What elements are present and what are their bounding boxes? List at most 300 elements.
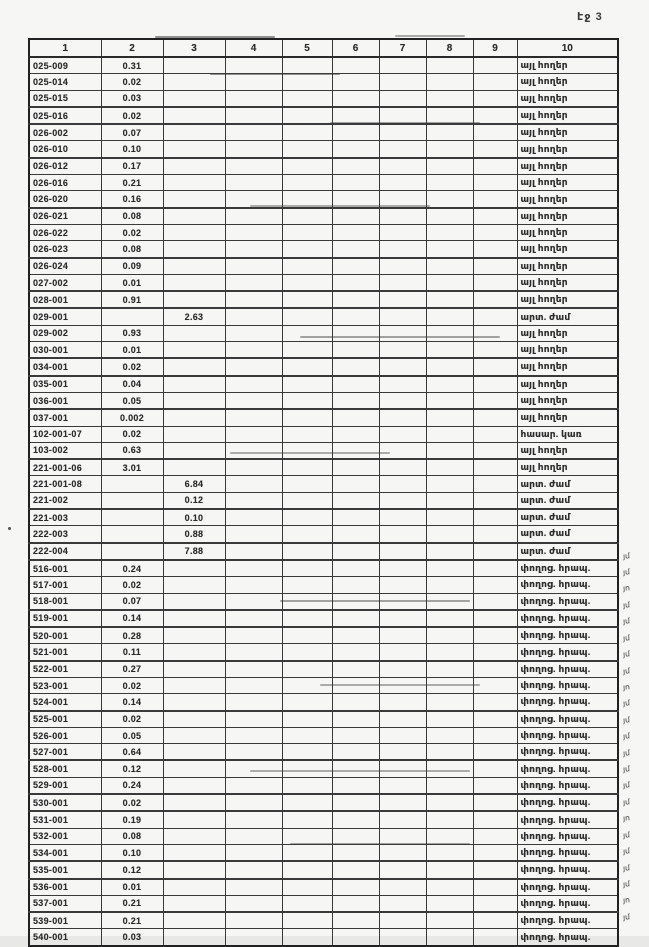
empty-cell — [379, 158, 426, 175]
column-header-1: 1 — [29, 39, 101, 57]
landuse-cell: փողոց. հրապ. — [517, 844, 618, 861]
area-col2-cell: 0.01 — [101, 274, 163, 291]
area-col3-cell — [163, 895, 225, 912]
area-col2-cell: 0.14 — [101, 610, 163, 627]
parcel-code-cell: 522-001 — [29, 661, 101, 678]
empty-cell — [426, 543, 473, 560]
empty-cell — [282, 459, 332, 476]
table-row — [29, 258, 618, 275]
table-row — [29, 459, 618, 476]
empty-cell — [473, 627, 517, 644]
area-col3-cell: 6.84 — [163, 476, 225, 492]
empty-cell — [379, 929, 426, 946]
empty-cell — [426, 861, 473, 878]
area-col3-cell — [163, 844, 225, 861]
landuse-cell: փողոց. հրապ. — [517, 560, 618, 577]
empty-cell — [332, 661, 379, 678]
empty-cell — [332, 677, 379, 693]
empty-cell — [332, 760, 379, 777]
area-col3-cell — [163, 57, 225, 74]
parcel-code-cell: 025-015 — [29, 90, 101, 107]
landuse-cell: փողոց. հրապ. — [517, 661, 618, 678]
empty-cell — [332, 912, 379, 929]
landuse-cell: այլ հողեր — [517, 124, 618, 141]
empty-cell — [332, 57, 379, 74]
area-col2-cell: 3.01 — [101, 459, 163, 476]
area-col2-cell: 0.02 — [101, 794, 163, 811]
area-col2-cell: 0.07 — [101, 124, 163, 141]
area-col3-cell — [163, 258, 225, 275]
table-row — [29, 492, 618, 509]
empty-cell — [225, 744, 282, 761]
parcel-code-cell: 026-022 — [29, 224, 101, 240]
empty-cell — [332, 342, 379, 359]
empty-cell — [225, 711, 282, 728]
parcel-code-cell: 026-020 — [29, 191, 101, 208]
empty-cell — [426, 811, 473, 828]
margin-note: յմ — [622, 764, 631, 774]
area-col2-cell: 0.16 — [101, 191, 163, 208]
area-col2-cell: 0.24 — [101, 777, 163, 794]
empty-cell — [473, 208, 517, 225]
empty-cell — [332, 241, 379, 258]
area-col3-cell — [163, 442, 225, 459]
empty-cell — [473, 828, 517, 844]
empty-cell — [332, 258, 379, 275]
area-col2-cell: 0.12 — [101, 760, 163, 777]
empty-cell — [282, 560, 332, 577]
empty-cell — [379, 459, 426, 476]
empty-cell — [426, 760, 473, 777]
empty-cell — [473, 141, 517, 158]
area-col3-cell — [163, 208, 225, 225]
parcel-code-cell: 516-001 — [29, 560, 101, 577]
parcel-code-cell: 029-002 — [29, 325, 101, 341]
parcel-code-cell: 026-010 — [29, 141, 101, 158]
empty-cell — [379, 291, 426, 308]
area-col3-cell — [163, 744, 225, 761]
margin-note: յմ — [622, 780, 631, 791]
empty-cell — [282, 760, 332, 777]
empty-cell — [225, 526, 282, 543]
empty-cell — [282, 543, 332, 560]
empty-cell — [426, 442, 473, 459]
parcel-code-cell: 539-001 — [29, 912, 101, 929]
landuse-cell: այլ հողեր — [517, 74, 618, 90]
margin-note: յմ — [622, 649, 631, 659]
empty-cell — [332, 476, 379, 492]
empty-cell — [282, 442, 332, 459]
empty-cell — [473, 409, 517, 426]
area-col2-cell: 0.17 — [101, 158, 163, 175]
area-col3-cell — [163, 760, 225, 777]
parcel-code-cell: 026-021 — [29, 208, 101, 225]
empty-cell — [282, 828, 332, 844]
margin-note: յմ — [622, 879, 631, 889]
empty-cell — [379, 141, 426, 158]
empty-cell — [379, 828, 426, 844]
empty-cell — [332, 694, 379, 711]
empty-cell — [473, 694, 517, 711]
empty-cell — [332, 844, 379, 861]
area-col2-cell: 0.63 — [101, 442, 163, 459]
empty-cell — [332, 376, 379, 393]
empty-cell — [473, 376, 517, 393]
table-row — [29, 57, 618, 74]
empty-cell — [282, 694, 332, 711]
landuse-cell: փողոց. հրապ. — [517, 744, 618, 761]
margin-note: յմ — [622, 862, 631, 873]
empty-cell — [426, 727, 473, 743]
empty-cell — [225, 593, 282, 610]
landuse-cell: այլ հողեր — [517, 258, 618, 275]
landuse-cell: արտ. ժամ — [517, 476, 618, 492]
empty-cell — [379, 442, 426, 459]
table-row — [29, 376, 618, 393]
table-row — [29, 442, 618, 459]
parcel-code-cell: 532-001 — [29, 828, 101, 844]
empty-cell — [332, 308, 379, 325]
empty-cell — [473, 158, 517, 175]
empty-cell — [225, 57, 282, 74]
parcel-code-cell: 540-001 — [29, 929, 101, 946]
area-col3-cell — [163, 342, 225, 359]
empty-cell — [282, 844, 332, 861]
area-col2-cell: 0.10 — [101, 141, 163, 158]
empty-cell — [225, 879, 282, 896]
empty-cell — [473, 811, 517, 828]
parcel-code-cell: 025-014 — [29, 74, 101, 90]
empty-cell — [332, 828, 379, 844]
empty-cell — [225, 929, 282, 946]
ink-speck — [8, 527, 11, 530]
empty-cell — [225, 241, 282, 258]
table-row — [29, 158, 618, 175]
empty-cell — [426, 241, 473, 258]
empty-cell — [332, 895, 379, 912]
table-row — [29, 526, 618, 543]
empty-cell — [379, 492, 426, 509]
empty-cell — [426, 610, 473, 627]
empty-cell — [379, 107, 426, 124]
empty-cell — [426, 57, 473, 74]
area-col2-cell: 0.02 — [101, 577, 163, 593]
table-row — [29, 560, 618, 577]
empty-cell — [379, 560, 426, 577]
area-col2-cell — [101, 492, 163, 509]
empty-cell — [426, 342, 473, 359]
empty-cell — [282, 627, 332, 644]
empty-cell — [332, 593, 379, 610]
parcel-code-cell: 523-001 — [29, 677, 101, 693]
table-row — [29, 844, 618, 861]
area-col3-cell — [163, 644, 225, 661]
empty-cell — [332, 644, 379, 661]
table-row — [29, 610, 618, 627]
empty-cell — [282, 107, 332, 124]
empty-cell — [332, 794, 379, 811]
landuse-cell: փողոց. հրապ. — [517, 627, 618, 644]
area-col2-cell: 0.04 — [101, 376, 163, 393]
empty-cell — [426, 325, 473, 341]
empty-cell — [379, 426, 426, 442]
landuse-cell: փողոց. հրապ. — [517, 711, 618, 728]
empty-cell — [225, 376, 282, 393]
parcel-code-cell: 102-001-07 — [29, 426, 101, 442]
parcel-code-cell: 026-012 — [29, 158, 101, 175]
empty-cell — [473, 57, 517, 74]
empty-cell — [282, 74, 332, 90]
table-row — [29, 509, 618, 526]
empty-cell — [473, 560, 517, 577]
table-row — [29, 912, 618, 929]
empty-cell — [282, 291, 332, 308]
parcel-code-cell: 026-002 — [29, 124, 101, 141]
table-row — [29, 593, 618, 610]
parcel-code-cell: 536-001 — [29, 879, 101, 896]
column-header-2: 2 — [101, 39, 163, 57]
empty-cell — [379, 593, 426, 610]
area-col3-cell: 0.12 — [163, 492, 225, 509]
empty-cell — [473, 224, 517, 240]
area-col2-cell: 0.07 — [101, 593, 163, 610]
empty-cell — [426, 644, 473, 661]
margin-note: յմ — [622, 698, 631, 709]
parcel-code-cell: 518-001 — [29, 593, 101, 610]
area-col3-cell — [163, 777, 225, 794]
empty-cell — [282, 610, 332, 627]
area-col3-cell — [163, 560, 225, 577]
empty-cell — [225, 158, 282, 175]
empty-cell — [332, 358, 379, 375]
empty-cell — [332, 560, 379, 577]
parcel-code-cell: 025-009 — [29, 57, 101, 74]
parcel-code-cell: 529-001 — [29, 777, 101, 794]
empty-cell — [332, 610, 379, 627]
empty-cell — [426, 677, 473, 693]
empty-cell — [379, 526, 426, 543]
parcel-code-cell: 221-003 — [29, 509, 101, 526]
table-row — [29, 426, 618, 442]
parcel-code-cell: 028-001 — [29, 291, 101, 308]
table-row — [29, 811, 618, 828]
empty-cell — [379, 794, 426, 811]
empty-cell — [282, 274, 332, 291]
empty-cell — [379, 694, 426, 711]
landuse-cell: այլ հողեր — [517, 358, 618, 375]
empty-cell — [332, 291, 379, 308]
empty-cell — [473, 727, 517, 743]
empty-cell — [282, 241, 332, 258]
empty-cell — [379, 879, 426, 896]
landuse-cell: փողոց. հրապ. — [517, 610, 618, 627]
empty-cell — [379, 577, 426, 593]
area-col2-cell: 0.24 — [101, 560, 163, 577]
area-col3-cell — [163, 459, 225, 476]
empty-cell — [282, 577, 332, 593]
area-col3-cell — [163, 694, 225, 711]
empty-cell — [473, 895, 517, 912]
landuse-cell: արտ. ժամ — [517, 492, 618, 509]
area-col2-cell: 0.14 — [101, 694, 163, 711]
area-col2-cell — [101, 526, 163, 543]
table-row — [29, 308, 618, 325]
table-row — [29, 224, 618, 240]
empty-cell — [282, 124, 332, 141]
empty-cell — [282, 526, 332, 543]
parcel-code-cell: 526-001 — [29, 727, 101, 743]
empty-cell — [379, 308, 426, 325]
empty-cell — [225, 291, 282, 308]
area-col3-cell — [163, 358, 225, 375]
margin-note: յո — [622, 583, 631, 594]
parcel-code-cell: 521-001 — [29, 644, 101, 661]
empty-cell — [379, 760, 426, 777]
parcel-code-cell: 035-001 — [29, 376, 101, 393]
empty-cell — [332, 727, 379, 743]
empty-cell — [225, 141, 282, 158]
area-col3-cell — [163, 274, 225, 291]
empty-cell — [225, 777, 282, 794]
empty-cell — [426, 929, 473, 946]
empty-cell — [473, 358, 517, 375]
landuse-cell: փողոց. հրապ. — [517, 644, 618, 661]
parcel-code-cell: 525-001 — [29, 711, 101, 728]
parcel-code-cell: 222-003 — [29, 526, 101, 543]
landuse-cell: արտ. ժամ — [517, 543, 618, 560]
landuse-cell: այլ հողեր — [517, 409, 618, 426]
land-register-table — [28, 38, 619, 947]
area-col2-cell: 0.12 — [101, 861, 163, 878]
empty-cell — [282, 175, 332, 191]
empty-cell — [225, 577, 282, 593]
empty-cell — [282, 677, 332, 693]
empty-cell — [426, 124, 473, 141]
empty-cell — [473, 711, 517, 728]
empty-cell — [332, 158, 379, 175]
table-row — [29, 677, 618, 693]
empty-cell — [473, 342, 517, 359]
empty-cell — [379, 325, 426, 341]
empty-cell — [282, 811, 332, 828]
empty-cell — [473, 593, 517, 610]
empty-cell — [426, 744, 473, 761]
empty-cell — [282, 224, 332, 240]
empty-cell — [332, 274, 379, 291]
table-row — [29, 191, 618, 208]
area-col3-cell — [163, 912, 225, 929]
empty-cell — [426, 492, 473, 509]
table-row — [29, 879, 618, 896]
empty-cell — [379, 358, 426, 375]
empty-cell — [282, 644, 332, 661]
empty-cell — [332, 74, 379, 90]
empty-cell — [282, 744, 332, 761]
table-row — [29, 141, 618, 158]
column-header-6: 6 — [332, 39, 379, 57]
parcel-code-cell: 029-001 — [29, 308, 101, 325]
landuse-cell: այլ հողեր — [517, 291, 618, 308]
empty-cell — [426, 895, 473, 912]
empty-cell — [225, 828, 282, 844]
empty-cell — [473, 476, 517, 492]
empty-cell — [379, 627, 426, 644]
area-col3-cell — [163, 627, 225, 644]
empty-cell — [282, 308, 332, 325]
empty-cell — [426, 308, 473, 325]
empty-cell — [225, 224, 282, 240]
column-header-4: 4 — [225, 39, 282, 57]
area-col3-cell — [163, 241, 225, 258]
empty-cell — [473, 794, 517, 811]
margin-note: յմ — [622, 797, 631, 807]
area-col3-cell — [163, 727, 225, 743]
area-col3-cell — [163, 811, 225, 828]
empty-cell — [225, 895, 282, 912]
column-header-10: 10 — [517, 39, 618, 57]
area-col3-cell — [163, 90, 225, 107]
empty-cell — [225, 90, 282, 107]
empty-cell — [473, 929, 517, 946]
empty-cell — [332, 879, 379, 896]
table-row — [29, 241, 618, 258]
empty-cell — [473, 124, 517, 141]
area-col2-cell: 0.19 — [101, 811, 163, 828]
empty-cell — [282, 358, 332, 375]
empty-cell — [282, 57, 332, 74]
empty-cell — [473, 392, 517, 409]
area-col3-cell — [163, 661, 225, 678]
parcel-code-cell: 222-004 — [29, 543, 101, 560]
empty-cell — [379, 392, 426, 409]
empty-cell — [426, 291, 473, 308]
empty-cell — [473, 191, 517, 208]
empty-cell — [379, 476, 426, 492]
empty-cell — [225, 509, 282, 526]
empty-cell — [225, 694, 282, 711]
area-col3-cell — [163, 141, 225, 158]
landuse-cell: փողոց. հրապ. — [517, 895, 618, 912]
landuse-cell: հասար. կառ — [517, 426, 618, 442]
empty-cell — [379, 57, 426, 74]
margin-note: յմ — [622, 747, 631, 758]
area-col2-cell: 0.03 — [101, 929, 163, 946]
empty-cell — [225, 811, 282, 828]
margin-note: յմ — [622, 829, 631, 840]
area-col2-cell: 0.02 — [101, 74, 163, 90]
parcel-code-cell: 534-001 — [29, 844, 101, 861]
area-col3-cell — [163, 376, 225, 393]
area-col2-cell: 0.27 — [101, 661, 163, 678]
empty-cell — [426, 208, 473, 225]
column-header-3: 3 — [163, 39, 225, 57]
empty-cell — [379, 224, 426, 240]
empty-cell — [473, 426, 517, 442]
area-col2-cell: 0.21 — [101, 895, 163, 912]
empty-cell — [379, 208, 426, 225]
empty-cell — [332, 509, 379, 526]
landuse-cell: այլ հողեր — [517, 90, 618, 107]
column-header-7: 7 — [379, 39, 426, 57]
margin-note: յմ — [622, 616, 631, 626]
area-col3-cell — [163, 191, 225, 208]
parcel-code-cell: 530-001 — [29, 794, 101, 811]
table-row — [29, 644, 618, 661]
empty-cell — [332, 107, 379, 124]
area-col3-cell — [163, 426, 225, 442]
table-row — [29, 208, 618, 225]
empty-cell — [282, 861, 332, 878]
